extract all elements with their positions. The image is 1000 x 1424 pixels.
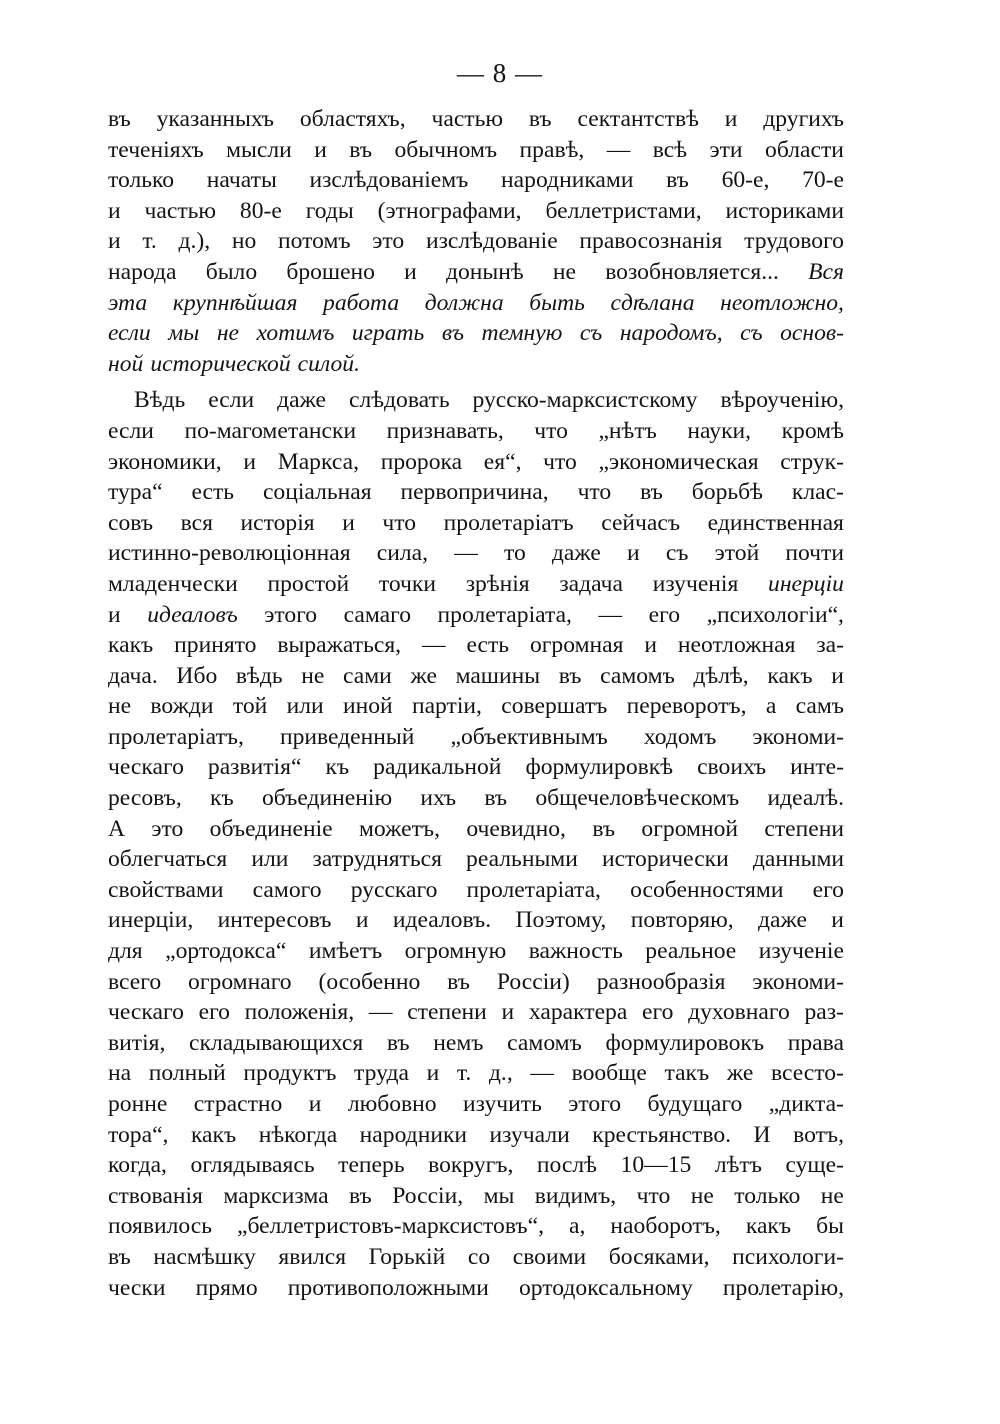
text-line: пролетаріатъ, приведенный „объективнымъ ходомъ экономи- [108,723,844,750]
text-line: свойствами самого русскаго пролетаріата, особенностями его [108,876,844,903]
text-line: народа было брошено и донынѣ не возобновляется... Вся [108,258,844,285]
paragraph-1 [108,104,844,379]
paragraph-2 [108,385,844,1303]
text-line: дача. Ибо вѣдь не сами же машины въ самомъ дѣлѣ, какъ и [108,662,844,689]
text-line: истинно-революціонная сила, — то даже и съ этой почти [108,540,844,567]
text-line: Вѣдь если даже слѣдовать русско-марксистскому вѣроученію, [134,387,844,414]
text-line: не вожди той или иной партіи, совершатъ переворотъ, а самъ [108,693,844,720]
text-line: эта крупнѣйшая работа должна быть сдѣлана неотложно, [108,289,844,316]
text-line: и идеаловъ этого самаго пролетаріата, — его „психологіи“, [108,601,844,628]
text-line: ствованія марксизма въ Россіи, мы видимъ, что не только не [108,1182,844,1209]
text-line: ронне страстно и любовно изучить этого будущаго „дикта- [108,1091,844,1117]
text-line: тора“, какъ нѣкогда народники изучали крестьянство. И вотъ, [108,1121,844,1148]
text-line: если по-магометански признавать, что „нѣтъ науки, кромѣ [108,417,844,444]
text-line: совъ вся исторія и что пролетаріатъ сейчасъ единственная [108,509,844,536]
text-line: витія, складывающихся въ немъ самомъ формулировокъ права [108,1029,844,1056]
page-number: — 8 — [457,58,543,88]
text-line: появилось „беллетристовъ-марксистовъ“, а, наоборотъ, какъ бы [108,1213,844,1240]
text-line: ческаго развитія“ къ радикальной формулировкѣ своихъ инте- [108,754,844,781]
text-line: и т. д.), но потомъ это изслѣдованіе правосознанія трудового [108,228,844,255]
body-text [108,104,844,1303]
text-line: теченіяхъ мысли и въ обычномъ правѣ, — всѣ эти области [108,136,844,163]
text-line: инерціи, интересовъ и идеаловъ. Поэтому, повторяю, даже и [108,907,844,934]
text-line: и частью 80-е годы (этнографами, беллетристами, историками [108,197,844,224]
text-line: чески прямо противоположными ортодоксальному пролетарію, [108,1274,844,1301]
text-line: всего огромнаго (особенно въ Россіи) разнообразія экономи- [108,968,844,995]
text-line: ресовъ, къ объединенію ихъ въ общечеловѣческомъ идеалѣ. [108,785,844,812]
text-line: въ насмѣшку явился Горькій со своими босяками, психологи- [108,1243,844,1270]
text-line: въ указанныхъ областяхъ, частью въ сектантствѣ и другихъ [108,106,844,132]
text-line: тура“ есть соціальная первопричина, что въ борьбѣ клас- [108,479,844,506]
text-line: только начаты изслѣдованіемъ народниками въ 60-е, 70-е [108,167,844,194]
text-line: какъ принято выражаться, — есть огромная и неотложная за- [108,632,844,659]
text-line: младенчески простой точки зрѣнія задача изученія инерціи [108,570,844,597]
text-line: на полный продуктъ труда и т. д., — вообще такъ же всесто- [108,1060,844,1087]
text-line: ческаго его положенія, — степени и характера его духовнаго раз- [108,999,844,1026]
text-line: А это объединеніе можетъ, очевидно, въ огромной степени [108,815,844,842]
text-line: когда, оглядываясь теперь вокругъ, послѣ 10—15 лѣтъ суще- [108,1152,844,1179]
text-line: экономики, и Маркса, пророка ея“, что „экономическая струк- [108,448,844,475]
text-line: если мы не хотимъ играть въ темную съ народомъ, съ основ- [108,320,844,347]
text-line: облегчаться или затрудняться реальными исторически данными [108,846,844,873]
text-line: ной исторической силой. [108,350,360,377]
text-line: для „ортодокса“ имѣетъ огромную важность реальное изученіе [108,938,844,965]
